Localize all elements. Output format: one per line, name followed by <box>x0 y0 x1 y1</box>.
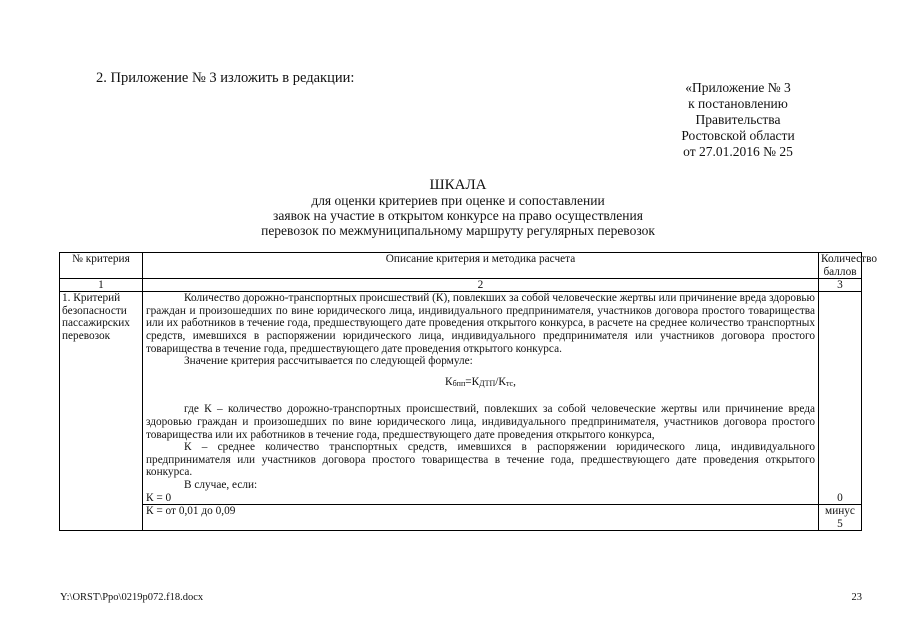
title-line: для оценки критериев при оценке и сопоставлении <box>311 193 605 208</box>
approval-line: от 27.01.2016 № 25 <box>683 144 793 159</box>
description-paragraph: Количество дорожно-транспортных происшествий (К), повлекших за собой человеческие жертвы или причинение вреда здоровью граждан и произошедших по вине юридического лица, индивидуального предпринимателя, участников договора простого товарищества или их работников в течение года, предшествующего дате проведения открытого конкурса, в расчете на среднее количество транспортных средств, имевшихся в распоряжении юридического лица, индивидуального предпринимателя или участников договора простого товарищества в течение года, предшествующего дате проведения открытого конкурса. <box>146 292 815 355</box>
criterion-name: 1. Критерий безопасности пассажирских перевозок <box>60 292 143 531</box>
column-number: 2 <box>143 279 819 292</box>
header-score: Количество баллов <box>819 253 862 279</box>
formula: $К_{бпп}=К_{ДТП}/К_{тс}$, <box>445 375 516 388</box>
condition-label: К = от 0,01 до 0,09 <box>143 505 819 531</box>
document-title <box>95 178 821 238</box>
description-paragraph: Значение критерия рассчитывается по следующей формуле: <box>184 355 473 368</box>
title-line: перевозок по межмуниципальному маршруту регулярных перевозок <box>261 223 655 238</box>
approval-line: к постановлению <box>688 96 788 111</box>
table-header-row <box>60 253 862 279</box>
column-number-row <box>60 279 862 292</box>
approval-line: «Приложение № 3 <box>685 80 791 95</box>
intro-text: 2. Приложение № 3 изложить в редакции: <box>96 70 355 86</box>
header-description: Описание критерия и методика расчета <box>143 253 819 279</box>
description-paragraph: К – среднее количество транспортных средств, имевшихся в распоряжении юридического лица, индивидуального предпринимателя или участников договора простого товарищества в течение года, предшествующего дате проведения открытого конкурса. <box>146 441 815 479</box>
criteria-table <box>59 252 877 531</box>
title-line: заявок на участие в открытом конкурсе на право осуществления <box>273 208 643 223</box>
score-cell: минус 5 <box>819 505 862 531</box>
header-criterion-number: № критерия <box>60 253 143 279</box>
score-cell: 0 <box>819 292 862 505</box>
column-number: 1 <box>60 279 143 292</box>
description-paragraph: В случае, если: <box>184 478 258 491</box>
approval-line: Ростовской области <box>681 128 795 143</box>
column-number: 3 <box>819 279 862 292</box>
criterion-description <box>143 292 819 505</box>
condition-label: К = 0 <box>146 491 172 504</box>
approval-line: Правительства <box>695 112 781 127</box>
approval-block <box>650 80 826 160</box>
title-main: ШКАЛА <box>429 177 487 193</box>
table-row <box>60 292 862 505</box>
footer-file-path: Y:\ORST\Ppo\0219p072.f18.docx <box>60 592 204 603</box>
page-number: 23 <box>851 592 862 603</box>
description-paragraph: где К – количество дорожно-транспортных происшествий, повлекших за собой человеческие жертвы или причинение вреда здоровью граждан и произошедших по вине юридического лица, индивидуального предпринимателя, участников договора простого товарищества или их работников в течение года, предшествующего дате проведения открытого конкурса, <box>146 403 815 441</box>
table-row <box>60 505 862 531</box>
